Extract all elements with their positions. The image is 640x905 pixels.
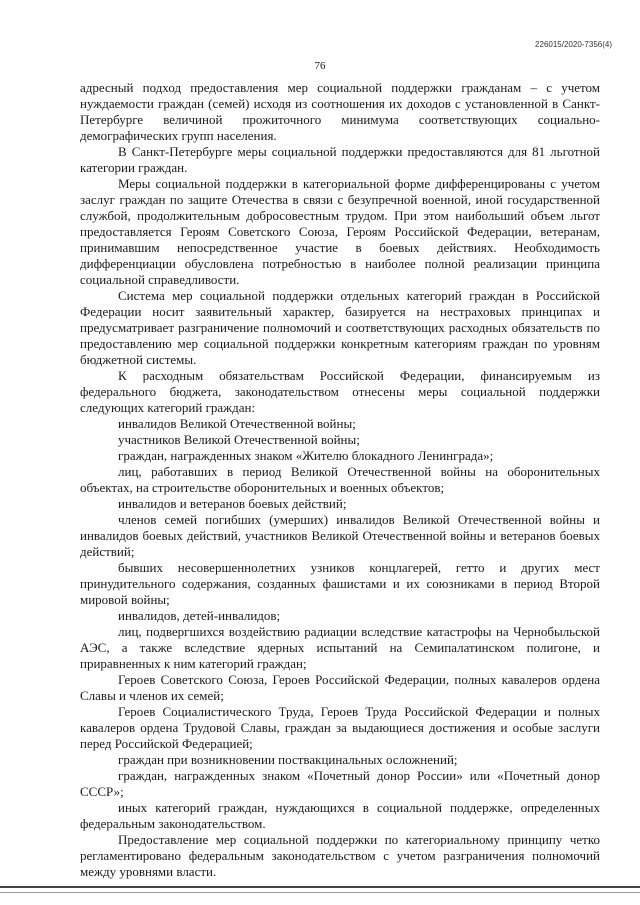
scan-edge-line bbox=[0, 886, 640, 888]
list-item: инвалидов, детей-инвалидов; bbox=[118, 608, 281, 623]
paragraph: Предоставление мер социальной поддержки по категориальному принципу четко регламентировано федеральным законодательством с учетом разграничения полномочий между уровнями власти. bbox=[80, 832, 600, 879]
paragraph: Меры социальной поддержки в категориальной форме дифференцированы с учетом заслуг граждан по защите Отечества в связи с безупречной военной, иной государственной службой, продолжительным добросовестным трудом. При этом наибольший объем льгот предоставляется Героям Советского Союза, Героям Российской Федерации, ветеранам, принимавшим непосредственное участие в боевых действиях. Необходимость дифференциации обусловлена потребностью в наиболее полной реализации принципа социальной справедливости. bbox=[80, 176, 600, 287]
list-item: Героев Социалистического Труда, Героев Труда Российской Федерации и полных кавалеров ордена Трудовой Славы, граждан за выдающиеся достижения и особые заслуги перед Российской Федерацией; bbox=[80, 704, 600, 751]
list-item: граждан, награжденных знаком «Почетный донор России» или «Почетный донор СССР»; bbox=[80, 768, 600, 799]
list-item: участников Великой Отечественной войны; bbox=[118, 432, 360, 447]
list-item: граждан при возникновении поствакцинальных осложнений; bbox=[118, 752, 458, 767]
list-item: инвалидов и ветеранов боевых действий; bbox=[118, 496, 347, 511]
document-body bbox=[80, 80, 600, 880]
paragraph: адресный подход предоставления мер социальной поддержки гражданам – с учетом нуждаемости граждан (семей) исходя из соотношения их доходов с установленной в Санкт-Петербурге величиной прожиточного минимума соответствующих социально-демографических групп населения. bbox=[80, 80, 600, 143]
list-item: инвалидов Великой Отечественной войны; bbox=[118, 416, 356, 431]
list-item: бывших несовершеннолетних узников концлагерей, гетто и других мест принудительного содержания, созданных фашистами и их союзниками в период Второй мировой войны; bbox=[80, 560, 600, 607]
list-item: лиц, подвергшихся воздействию радиации вследствие катастрофы на Чернобыльской АЭС, а также вследствие ядерных испытаний на Семипалатинском полигоне, и приравненных к ним категорий граждан; bbox=[80, 624, 600, 671]
list-item: граждан, награжденных знаком «Жителю блокадного Ленинграда»; bbox=[118, 448, 494, 463]
paragraph: В Санкт-Петербурге меры социальной поддержки предоставляются для 81 льготной категории граждан. bbox=[80, 144, 600, 175]
list-item: Героев Советского Союза, Героев Российской Федерации, полных кавалеров ордена Славы и членов их семей; bbox=[80, 672, 600, 703]
list-item: иных категорий граждан, нуждающихся в социальной поддержке, определенных федеральным законодательством. bbox=[80, 800, 600, 831]
paragraph: К расходным обязательствам Российской Федерации, финансируемым из федерального бюджета, законодательством отнесены меры социальной поддержки следующих категорий граждан: bbox=[80, 368, 600, 415]
page-number: 76 bbox=[314, 60, 326, 72]
list-item: лиц, работавших в период Великой Отечественной войны на оборонительных объектах, на строительстве оборонительных и военных объектов; bbox=[80, 464, 600, 495]
paragraph: Система мер социальной поддержки отдельных категорий граждан в Российской Федерации носит заявительный характер, базируется на нестраховых принципах и предусматривает разграничение полномочий и соответствующих расходных обязательств по предоставлению мер социальной поддержки конкретным категориям граждан по уровням бюджетной системы. bbox=[80, 288, 600, 367]
document-id: 226015/2020-7356(4) bbox=[535, 40, 612, 49]
list-item: членов семей погибших (умерших) инвалидов Великой Отечественной войны и инвалидов боевых действий, участников Великой Отечественной войны и ветеранов боевых действий; bbox=[80, 512, 600, 559]
scan-edge-line bbox=[0, 892, 640, 893]
